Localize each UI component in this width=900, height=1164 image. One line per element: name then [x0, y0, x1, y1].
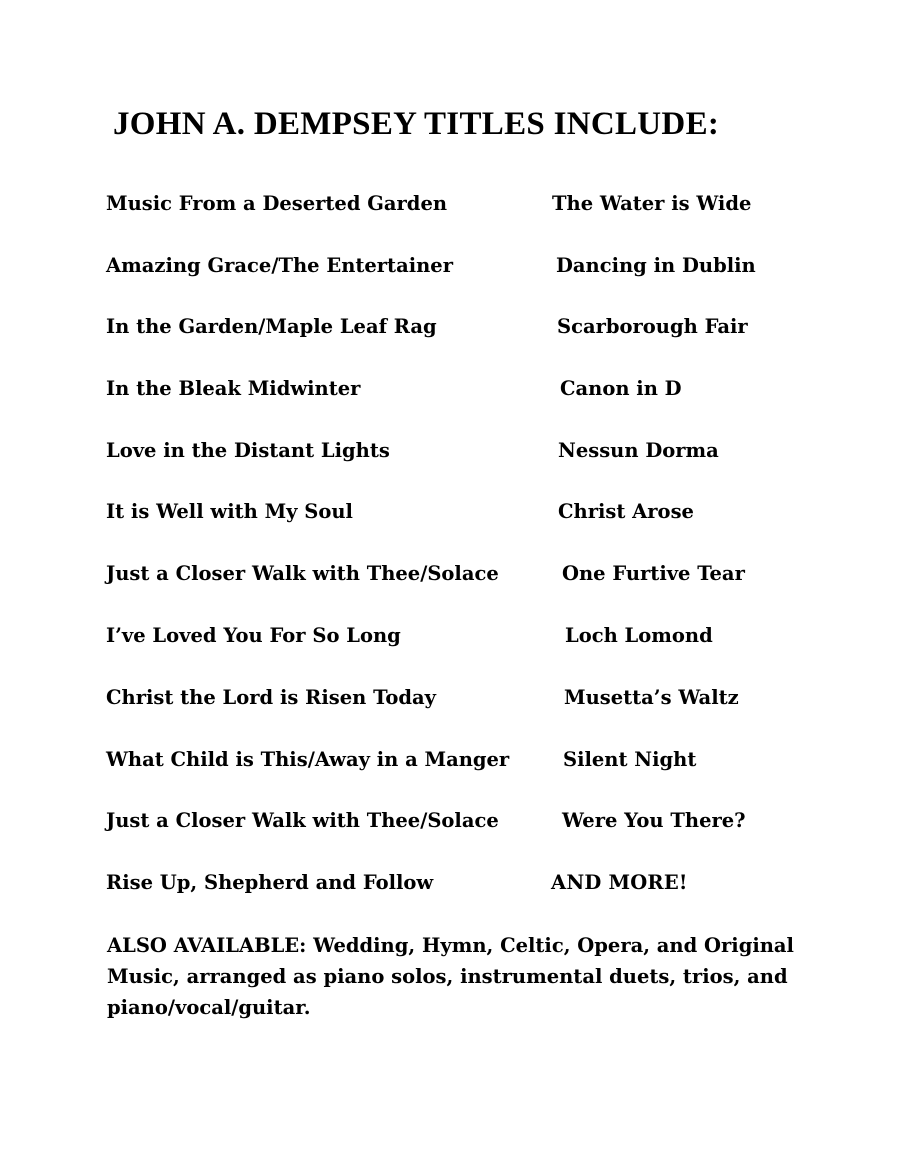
left-title-item: Amazing Grace/The Entertainer — [106, 254, 453, 277]
left-title-item: What Child is This/Away in a Manger — [106, 748, 510, 771]
right-title-item: Were You There? — [562, 809, 746, 832]
also-available-paragraph: ALSO AVAILABLE: Wedding, Hymn, Celtic, Opera, and Original Music, arranged as piano solos, instrumental duets, trios, and piano/vocal/guitar. — [107, 934, 794, 1019]
right-title-item: Canon in D — [560, 377, 682, 400]
left-title-item: Love in the Distant Lights — [106, 439, 390, 462]
right-title-item: The Water is Wide — [552, 192, 752, 215]
right-title-item: Nessun Dorma — [558, 439, 719, 462]
and-more-label: AND MORE! — [551, 871, 688, 894]
right-title-item: Loch Lomond — [565, 624, 713, 647]
right-title-item: Christ Arose — [558, 500, 694, 523]
left-title-item: Rise Up, Shepherd and Follow — [106, 871, 434, 894]
right-title-item: Scarborough Fair — [557, 315, 748, 338]
left-title-item: I’ve Loved You For So Long — [106, 624, 401, 647]
left-title-item: Christ the Lord is Risen Today — [106, 686, 436, 709]
page-title: JOHN A. DEMPSEY TITLES INCLUDE: — [113, 106, 720, 142]
right-title-item: One Furtive Tear — [562, 562, 745, 585]
left-title-item: Just a Closer Walk with Thee/Solace — [106, 809, 499, 832]
left-title-item: It is Well with My Soul — [106, 500, 353, 523]
left-title-item: In the Bleak Midwinter — [106, 377, 361, 400]
left-title-item: Music From a Deserted Garden — [106, 192, 448, 215]
left-title-item: In the Garden/Maple Leaf Rag — [106, 315, 437, 338]
right-title-item: Musetta’s Waltz — [564, 686, 739, 709]
left-title-item: Just a Closer Walk with Thee/Solace — [106, 562, 499, 585]
right-title-item: Silent Night — [563, 748, 697, 771]
right-title-item: Dancing in Dublin — [556, 254, 756, 277]
